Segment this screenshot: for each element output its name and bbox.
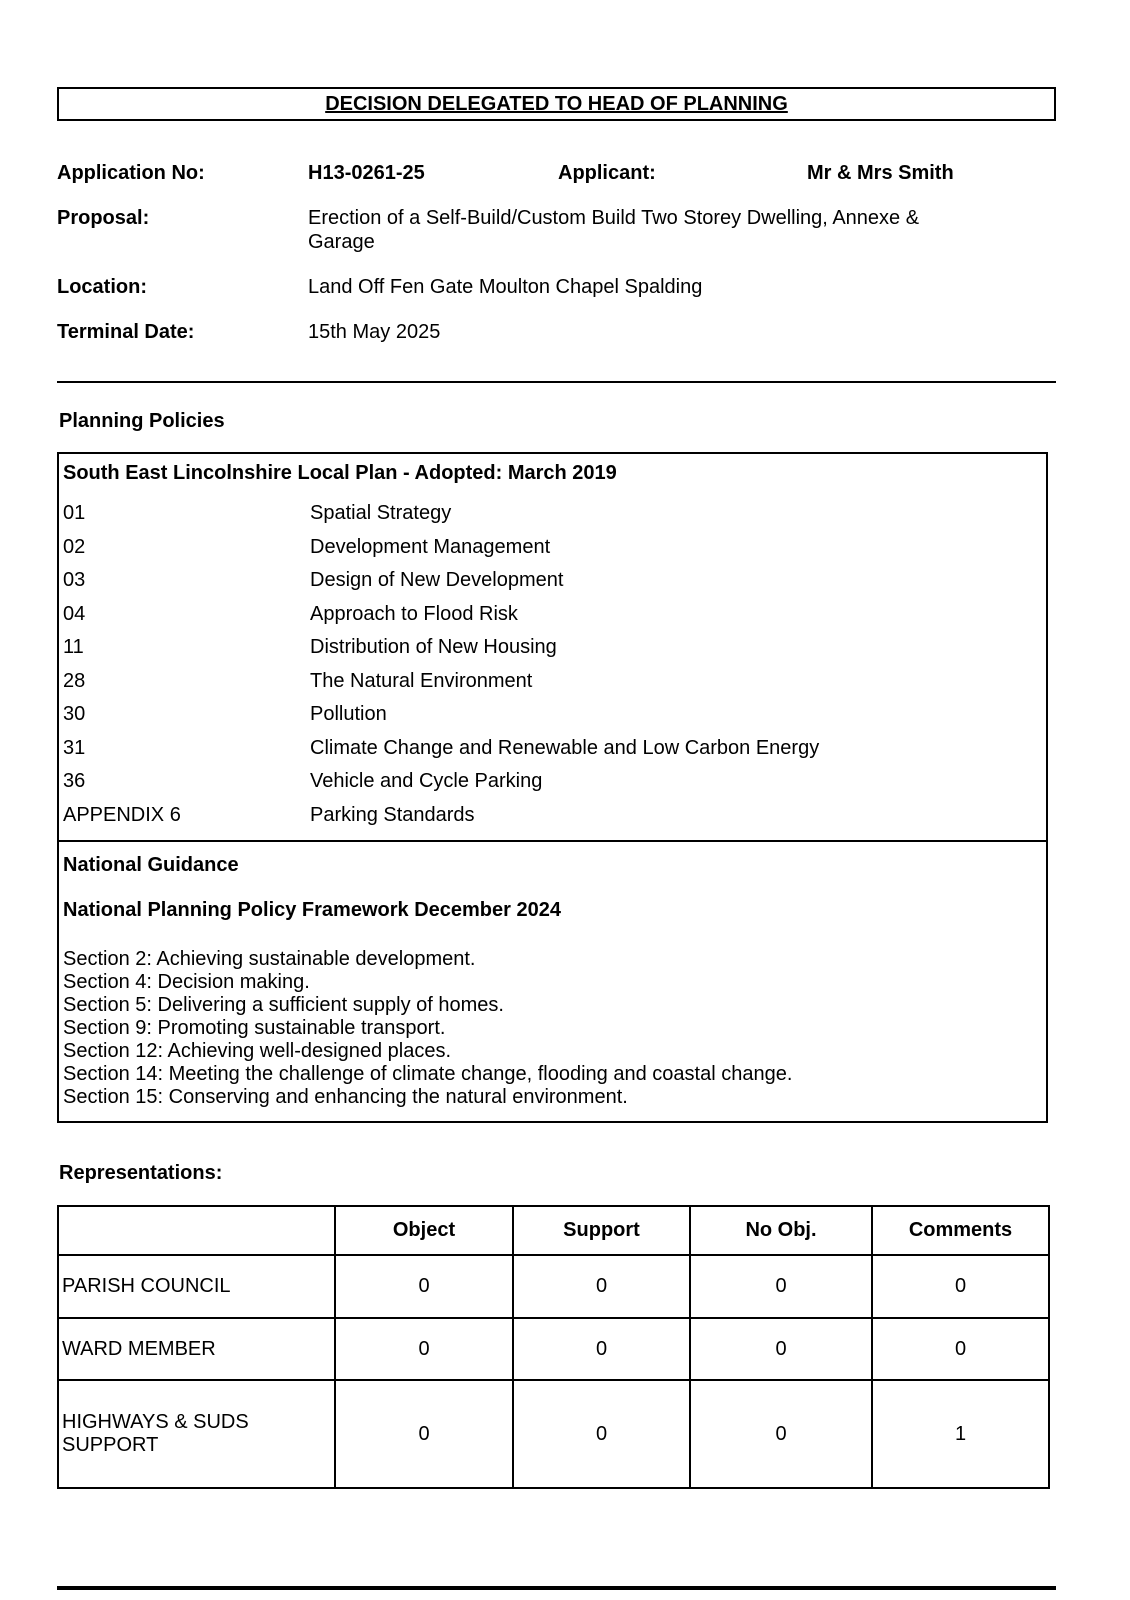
- policy-row: [59, 497, 1046, 531]
- rep-header-support: Support: [513, 1206, 690, 1255]
- policy-name: The Natural Environment: [310, 669, 533, 692]
- table-row: [58, 1255, 1049, 1318]
- terminal-date-value: 15th May 2025: [308, 321, 441, 343]
- rep-header-object: Object: [335, 1206, 513, 1255]
- representations-table: [57, 1205, 1050, 1489]
- rep-no-obj-count: 0: [690, 1255, 872, 1318]
- applicant-value: Mr & Mrs Smith: [807, 162, 954, 184]
- proposal-label: Proposal:: [57, 207, 150, 229]
- applicant-label: Applicant:: [558, 162, 656, 184]
- rep-row-name-text: HIGHWAYS & SUDS SUPPORT: [62, 1411, 249, 1456]
- terminal-date-label: Terminal Date:: [57, 321, 195, 343]
- rep-header-blank: [58, 1206, 335, 1255]
- rep-row-name-text: WARD MEMBER: [62, 1337, 216, 1360]
- rep-object-count: 0: [335, 1255, 513, 1318]
- policy-row: [59, 665, 1046, 699]
- rep-support-count: 0: [513, 1318, 690, 1380]
- table-row: [58, 1318, 1049, 1380]
- policy-name: Development Management: [310, 535, 551, 558]
- policy-code: 31: [63, 736, 86, 759]
- proposal-row: [57, 206, 1056, 254]
- application-no-label: Application No:: [57, 162, 205, 184]
- local-plan-title: South East Lincolnshire Local Plan - Adopted: March 2019: [63, 462, 617, 484]
- rep-support-count: 0: [513, 1255, 690, 1318]
- policy-name: Distribution of New Housing: [310, 636, 557, 658]
- terminal-date-row: [57, 320, 1056, 344]
- policy-row: [59, 631, 1046, 665]
- policy-code: 30: [63, 703, 86, 725]
- policy-row: [59, 531, 1046, 565]
- policy-name: Climate Change and Renewable and Low Carbon Energy: [310, 736, 820, 759]
- rep-comments-count: 0: [872, 1255, 1049, 1318]
- policy-code: APPENDIX 6: [63, 803, 181, 826]
- national-guidance-heading: National Guidance: [63, 854, 239, 876]
- policy-code: 36: [63, 770, 86, 792]
- section-divider: [57, 381, 1056, 383]
- application-no-row: [57, 161, 1056, 185]
- policy-name: Spatial Strategy: [310, 502, 452, 524]
- rep-row-name: [58, 1255, 335, 1318]
- framework-section-line: Section 12: Achieving well-designed places.: [63, 1040, 452, 1062]
- planning-policies-box: [57, 452, 1048, 1123]
- framework-section-line: Section 4: Decision making.: [63, 971, 310, 993]
- framework-sections: [59, 922, 1046, 1121]
- framework-section-line: Section 14: Meeting the challenge of climate change, flooding and coastal change.: [63, 1063, 793, 1085]
- rep-object-count: 0: [335, 1380, 513, 1488]
- rep-comments-count: 1: [872, 1380, 1049, 1488]
- policy-code: 01: [63, 502, 86, 524]
- location-row: [57, 275, 1056, 299]
- proposal-value: Erection of a Self-Build/Custom Build Two Storey Dwelling, Annexe & Garage: [308, 207, 920, 253]
- rep-row-name: [58, 1318, 335, 1380]
- policy-row: [59, 732, 1046, 766]
- planning-policies-heading: Planning Policies: [59, 410, 225, 432]
- framework-section-line: Section 2: Achieving sustainable development.: [63, 948, 476, 970]
- location-label: Location:: [57, 276, 147, 298]
- policy-code: 02: [63, 535, 86, 558]
- policy-row: [59, 564, 1046, 598]
- framework-section-line: Section 5: Delivering a sufficient supply of homes.: [63, 994, 504, 1016]
- rep-no-obj-count: 0: [690, 1380, 872, 1488]
- policy-name: Design of New Development: [310, 569, 564, 591]
- rep-comments-count: 0: [872, 1318, 1049, 1380]
- policy-code: 04: [63, 602, 86, 625]
- rep-no-obj-count: 0: [690, 1318, 872, 1380]
- location-value: Land Off Fen Gate Moulton Chapel Spalding: [308, 276, 703, 298]
- policy-code: 28: [63, 669, 86, 692]
- rep-header-comments: Comments: [872, 1206, 1049, 1255]
- policy-row: [59, 698, 1046, 732]
- framework-title: National Planning Policy Framework December 2024: [63, 899, 561, 921]
- page-bottom-rule: [57, 1586, 1056, 1590]
- policy-row: [59, 598, 1046, 632]
- table-row: [58, 1380, 1049, 1488]
- document-title-box: [57, 87, 1056, 121]
- rep-object-count: 0: [335, 1318, 513, 1380]
- application-no-value: H13-0261-25: [308, 162, 425, 184]
- application-details: [57, 161, 1056, 365]
- rep-header-row: [58, 1206, 1049, 1255]
- policy-name: Pollution: [310, 703, 387, 725]
- policy-code: 03: [63, 569, 86, 591]
- policy-code: 11: [63, 636, 84, 658]
- policy-name: Vehicle and Cycle Parking: [310, 770, 543, 792]
- framework-section-line: Section 15: Conserving and enhancing the natural environment.: [63, 1086, 628, 1108]
- policy-row: [59, 799, 1046, 833]
- framework-section-line: Section 9: Promoting sustainable transport.: [63, 1017, 446, 1039]
- policy-name: Parking Standards: [310, 803, 475, 826]
- rep-row-name-text: PARISH COUNCIL: [62, 1275, 231, 1297]
- document-title: DECISION DELEGATED TO HEAD OF PLANNING: [325, 92, 788, 115]
- representations-heading: Representations:: [59, 1162, 223, 1184]
- rep-header-no-obj: No Obj.: [690, 1206, 872, 1255]
- policy-row: [59, 765, 1046, 799]
- rep-support-count: 0: [513, 1380, 690, 1488]
- policy-name: Approach to Flood Risk: [310, 602, 518, 625]
- rep-row-name: [58, 1380, 335, 1488]
